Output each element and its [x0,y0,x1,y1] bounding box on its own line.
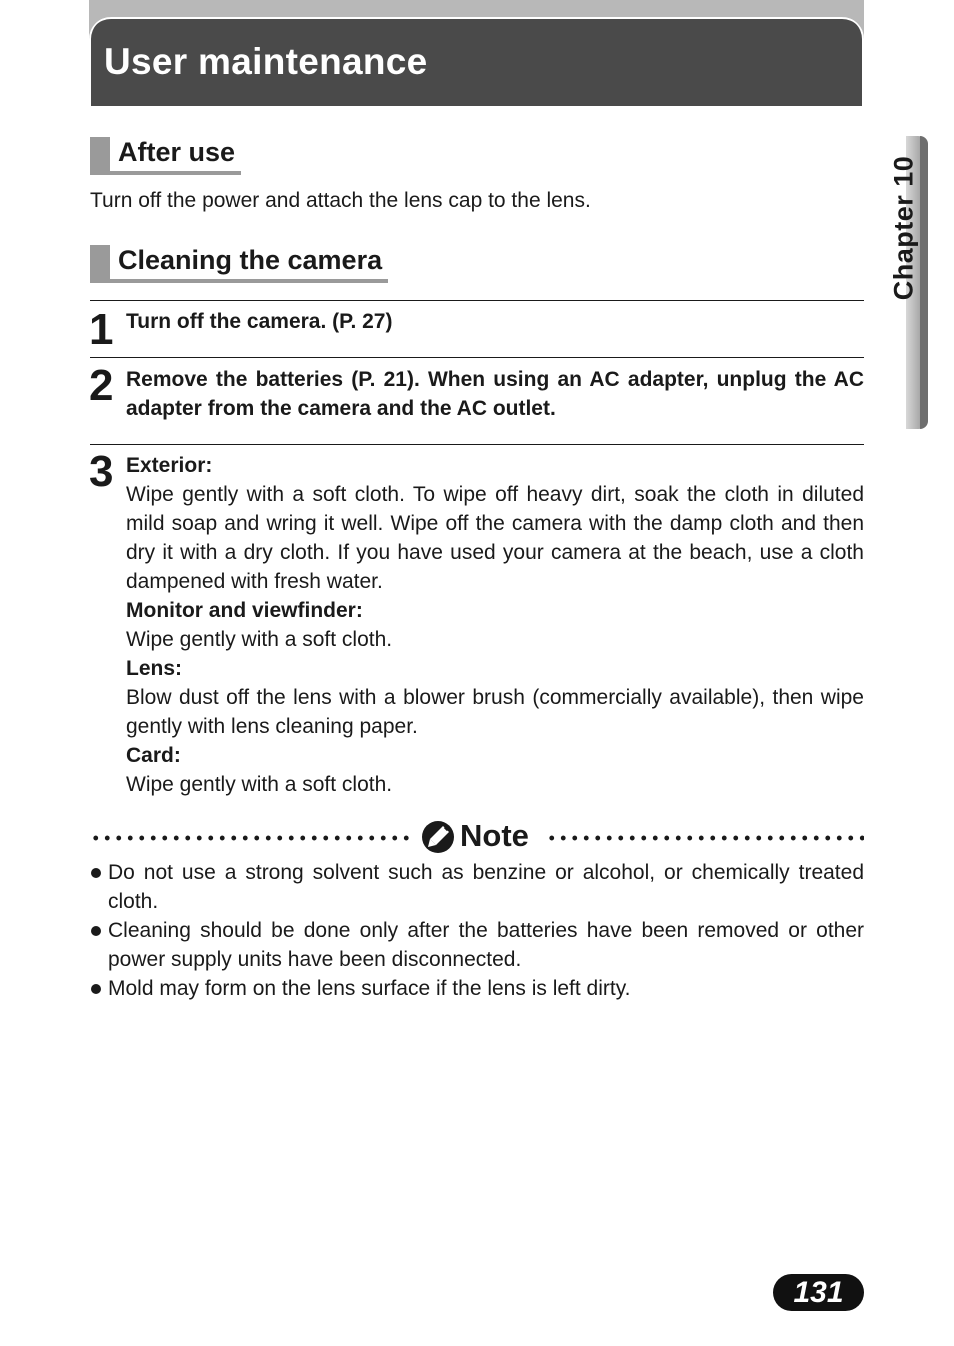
bullet-icon [91,984,101,994]
note-label: Note [460,818,529,853]
note-dotted-rule-right [546,835,864,841]
cleaning-item-body: Wipe gently with a soft cloth. [126,773,393,796]
section-heading-bar [90,245,110,283]
pencil-note-icon [421,820,455,854]
cleaning-item-body: Wipe gently with a soft cloth. [126,628,393,651]
note-bullet-text: Do not use a strong solvent such as benzine or alcohol, or chemically treated cloth. [108,861,864,913]
note-dotted-rule-left [90,835,410,841]
note-bullet-text: Mold may form on the lens surface if the lens is left dirty. [108,977,631,1000]
step-3-content [126,451,864,799]
step-number: 2 [89,361,114,410]
cleaning-item-heading: Lens: [126,657,183,680]
chapter-tab-label: Chapter 10 [888,155,919,301]
chapter-tab-edge [920,136,928,429]
note-bullet-list [90,858,864,1003]
note-bullet-text: Cleaning should be done only after the batteries have been removed or other power supply units have been disconnected. [108,919,864,971]
title-banner [89,17,864,106]
step-number: 3 [89,447,114,496]
section-heading-after-use [90,137,241,175]
cleaning-item-heading: Card: [126,744,181,767]
list-item [90,974,864,1003]
step-divider [90,357,864,358]
step-number: 1 [89,305,114,354]
cleaning-item-body: Blow dust off the lens with a blower brush (commercially available), then wipe gently with lens cleaning paper. [126,686,864,738]
page-number: 131 [773,1274,864,1311]
note-header [90,817,864,857]
section-heading-label: Cleaning the camera [110,245,388,283]
step-1-text: Turn off the camera. (P. 27) [126,310,393,333]
cleaning-item-heading: Exterior: [126,454,213,477]
list-item [90,858,864,916]
bullet-icon [91,868,101,878]
section-heading-label: After use [110,137,241,175]
step-divider [90,444,864,445]
after-use-text: Turn off the power and attach the lens cap to the lens. [90,189,591,212]
section-heading-bar [90,137,110,175]
cleaning-item-body: Wipe gently with a soft cloth. To wipe off heavy dirt, soak the cloth in diluted mild soap and wring it well. Wipe off the camera with the damp cloth and then dry it with a dry cloth. If you have used your camera at the beach, use a cloth dampened with fresh water. [126,483,864,593]
step-2-text: Remove the batteries (P. 21). When using an AC adapter, unplug the AC adapter from the camera and the AC outlet. [126,368,864,420]
step-divider [90,300,864,301]
section-heading-cleaning [90,245,388,283]
list-item [90,916,864,974]
cleaning-item-heading: Monitor and viewfinder: [126,599,363,622]
page-title: User maintenance [104,41,428,82]
title-banner-backdrop [89,0,864,106]
bullet-icon [91,926,101,936]
